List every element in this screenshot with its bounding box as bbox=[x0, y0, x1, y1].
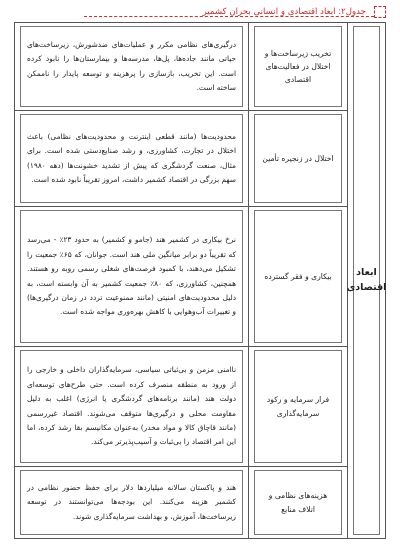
description-text: هند و پاکستان سالانه میلیاردها دلار برای حفظ حضور نظامی در کشمیر هزینه می‌کنند. این بودجه‌ها می‌توانستند در توسعه زیرساخت‌ها، آموزش، و بهداشت سرمایه‌گذاری شوند. bbox=[27, 482, 236, 521]
factor-label: اختلال در زنجیره تأمین bbox=[262, 153, 334, 163]
factor-cell bbox=[249, 207, 348, 347]
factor-label: بیکاری و فقر گسترده bbox=[264, 271, 332, 281]
table-row bbox=[15, 111, 386, 207]
caption-marker-box bbox=[374, 6, 386, 18]
table-row bbox=[15, 347, 386, 467]
factor-frame bbox=[254, 470, 342, 535]
description-text: درگیری‌های نظامی مکرر و عملیات‌های ضدشورش، زیرساخت‌های حیاتی مانند جاده‌ها، پل‌ها، مدرسه‌ها و بیمارستان‌ها را نابود کرده است. این تخریب، بازسازی را پرهزینه و توسعه پایدار را ناممکن ساخته است. bbox=[27, 39, 236, 92]
description-frame bbox=[20, 26, 243, 107]
factor-frame bbox=[254, 350, 342, 463]
factor-cell bbox=[249, 347, 348, 467]
factor-frame bbox=[254, 26, 342, 107]
description-text: نرخ بیکاری در کشمیر هند (جامو و کشمیر) به حدود ۲۳٪ - می‌رسد که تقریباً دو برابر میانگین ملی هند است. جوانان، که ۶۵٪ جمعیت را تشکیل می‌دهند، با کمبود فرصت‌های شغلی رسمی روبه رو هستند. همچنین، کشاورزی، که ۸۰٪ جمعیت کشمیر به آن وابسته است، به دلیل محدودیت‌های امنیتی (مانند ممنوعیت تردد در زمان درگیری‌ها) و تغییرات آب‌وهوایی با کاهش بهره‌وری مواجه شده است. bbox=[27, 235, 237, 317]
description-cell bbox=[15, 23, 249, 111]
description-cell bbox=[15, 207, 249, 347]
dimension-frame bbox=[346, 26, 387, 535]
factor-frame bbox=[254, 210, 342, 343]
dimension-cell bbox=[348, 23, 386, 539]
description-text: ناامنی مزمن و بی‌ثباتی سیاسی، سرمایه‌گذاران داخلی و خارجی را از ورود به منطقه منصرف کرده است. حتی طرح‌های توسعه‌ای دولت هند (مانند برنامه‌های گردشگری یا انرژی) اغلب به دلیل مقاومت محلی و درگیری‌ها متوقف می‌شوند. اقتصاد غیررسمی (مانند قاچاق کالا و مواد مخدر) به‌عنوان مکانیسم بقا رشد کرده، اما این امر اقتصاد را بی‌ثبات و آسیب‌پذیرتر می‌کند. bbox=[27, 365, 236, 447]
description-cell bbox=[15, 111, 249, 207]
factor-cell bbox=[249, 23, 348, 111]
factor-label: فرار سرمایه و رکود سرمایه‌گذاری bbox=[266, 395, 330, 418]
description-text: محدودیت‌ها (مانند قطعی اینترنت و محدودیت‌های نظامی) باعث اختلال در تجارت، کشاورزی، و رشد صنایع‌دستی شده است. برای مثال، صنعت گردشگری که پیش از تشدید خشونت‌ها (دهه ۱۹۸۰) سهم بزرگی در اقتصاد کشمیر داشت، امروز تقریباً نابود شده است. bbox=[27, 131, 236, 184]
table-row bbox=[15, 23, 386, 111]
dimension-label: ابعاد اقتصادی bbox=[346, 267, 387, 293]
factor-label: تخریب زیرساخت‌ها و اختلال در فعالیت‌های اقتصادی bbox=[264, 48, 332, 85]
table-caption: جدول۲: ابعاد اقتصادی و انسانی بحران کشمیر bbox=[202, 7, 366, 17]
factor-cell bbox=[249, 111, 348, 207]
description-cell bbox=[15, 467, 249, 539]
description-frame bbox=[20, 114, 243, 203]
factor-cell bbox=[249, 467, 348, 539]
economic-dimensions-table bbox=[14, 22, 386, 539]
description-frame bbox=[20, 350, 243, 463]
table-row bbox=[15, 467, 386, 539]
description-frame bbox=[20, 210, 243, 343]
description-cell bbox=[15, 347, 249, 467]
table-row bbox=[15, 207, 386, 347]
factor-label: هزینه‌های نظامی و اتلاف منابع bbox=[268, 491, 328, 514]
factor-frame bbox=[254, 114, 342, 203]
description-frame bbox=[20, 470, 243, 535]
